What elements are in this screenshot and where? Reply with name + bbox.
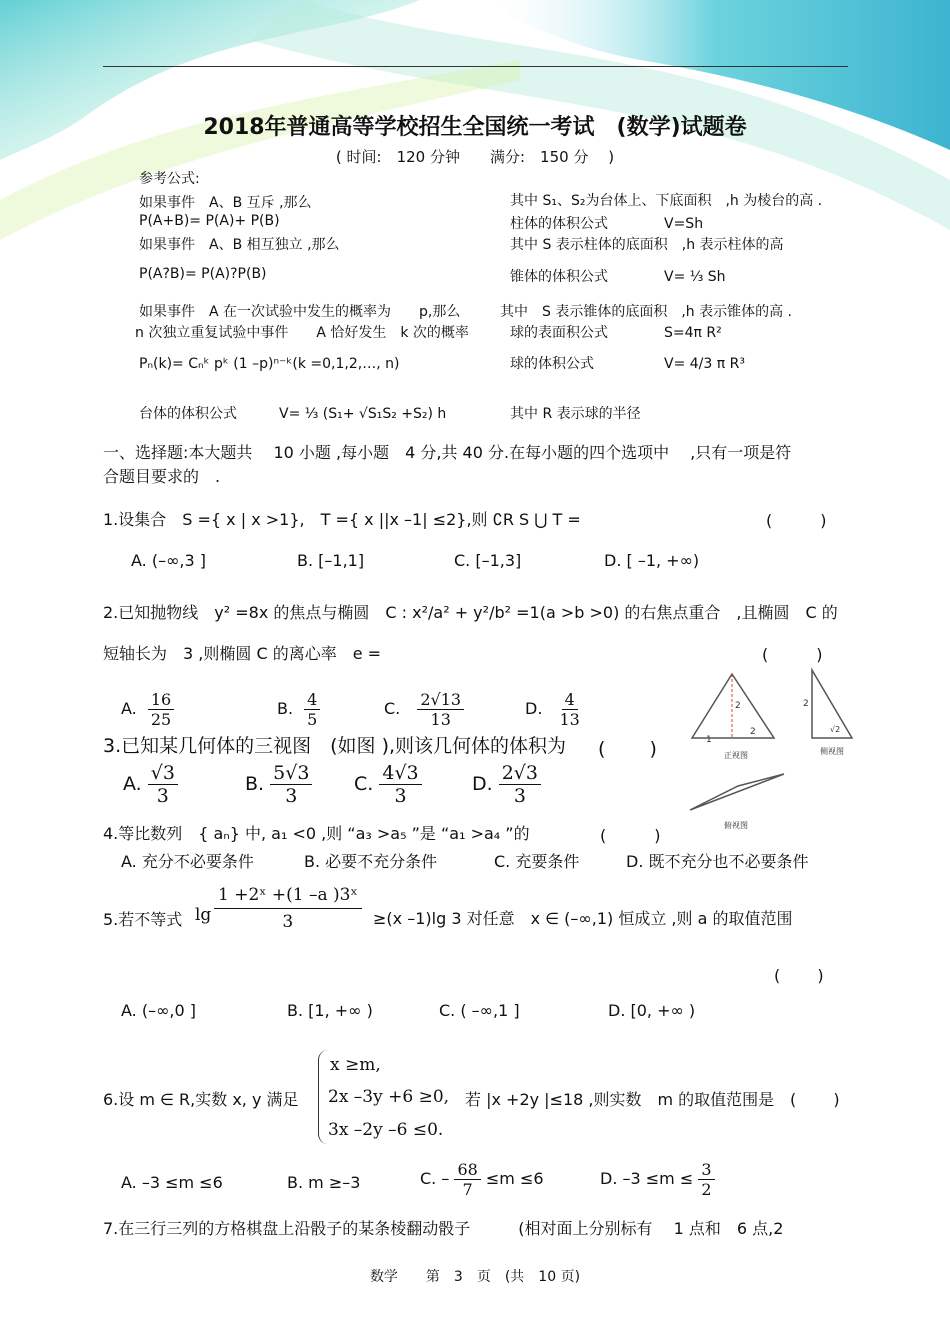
formula-right-8: 其中 R 表示球的半径 [510,406,641,422]
q2-option-b [277,690,320,729]
q2-option-c-den: 13 [430,710,451,729]
q4-option-c: C. 充要条件 [494,852,580,871]
side-view [803,670,852,756]
q5-answer-paren: ( ) [774,966,824,985]
formula-left-2: P(A+B)= P(A)+ P(B) [139,213,280,229]
q2-option-c [384,690,464,729]
q4-answer-paren: ( ) [600,826,661,845]
q3-option-c [354,762,422,807]
dim-front-height: 2 [735,701,741,711]
formula-left-3: 如果事件 A、B 相互独立 ,那么 [139,237,340,253]
q1-option-d: D. [ –1, +∞) [604,551,700,570]
formula-right-6: 球的表面积公式 S=4π R² [510,325,722,341]
q5-option-c: C. ( –∞,1 ] [439,1001,520,1020]
formula-right-2: 柱体的体积公式 V=Sh [510,216,704,232]
q2-stem-line2: 短轴长为 3 ,则椭圆 C 的离心率 e = [103,644,382,663]
front-view-label: 正视图 [724,751,748,760]
q3-option-b-num: 5√3 [270,762,312,785]
header-rule [103,66,848,67]
q2-option-a-den: 25 [150,710,172,729]
q3-option-b-label: B. [245,773,265,795]
section-heading-line2: 合题目要求的 . [103,467,221,486]
q2-option-d-den: 13 [559,710,580,729]
q4-option-d: D. 既不充分也不必要条件 [626,852,809,871]
q2-option-d-num: 4 [562,690,578,710]
q2-option-a-num: 16 [148,690,174,710]
q6-stem-post: 若 |x +2y |≤18 ,则实数 m 的取值范围是 [465,1090,775,1109]
q6-system-line2: 2x –3y +6 ≥0, [328,1087,450,1107]
q3-option-c-num: 4√3 [379,762,421,785]
three-view-figure [684,662,864,834]
formula-left-7: Pₙ(k)= Cₙᵏ pᵏ (1 –p)ⁿ⁻ᵏ(k =0,1,2,…, n) [139,356,400,372]
q7-stem: 7.在三行三列的方格棋盘上沿骰子的某条棱翻动骰子 (相对面上分别标有 1 点和 6 点,2 [103,1219,784,1238]
q2-option-d [525,690,580,729]
q1-answer-paren: ( ) [766,511,827,530]
front-view [692,674,774,760]
q1-option-b: B. [–1,1] [297,551,365,570]
q2-stem-line1: 2.已知抛物线 y² =8x 的焦点与椭圆 C : x²/a² + y²/b² =1(a >b >0) 的右焦点重合 ,且椭圆 C 的 [103,603,838,622]
q2-answer-paren: ( ) [762,645,823,664]
q2-option-b-den: 5 [307,710,318,729]
q5-fraction-den: 3 [282,912,294,932]
formula-left-1: 如果事件 A、B 互斥 ,那么 [139,195,312,211]
q5-option-a: A. (–∞,0 ] [121,1001,196,1020]
q1-option-a: A. (–∞,3 ] [131,551,206,570]
q2-option-b-num: 4 [304,690,320,710]
dim-side-base: √2 [830,725,841,734]
dim-front-left: 1 [706,735,712,745]
q6-option-d-den: 2 [701,1180,712,1199]
q4-option-b: B. 必要不充分条件 [304,852,438,871]
formula-right-3: 其中 S 表示柱体的底面积 ,h 表示柱体的高 [510,237,784,253]
top-view-label: 俯视图 [724,821,748,830]
q3-option-b [245,762,312,807]
q1-option-c: C. [–1,3] [454,551,522,570]
q5-stem-post: ≥(x –1)lg 3 对任意 x ∈ (–∞,1) 恒成立 ,则 a 的取值范围 [373,909,793,928]
q1-stem: 1.设集合 S ={ x | x >1}, T ={ x ||x –1| ≤2},则 ∁R S ⋃ T = [103,510,581,529]
exam-subtitle: ( 时间: 120 分钟 满分: 150 分 ) [335,148,615,166]
q2-option-c-num: 2√13 [417,690,464,710]
q6-answer-paren: ( ) [790,1090,840,1109]
q3-stem: 3.已知某几何体的三视图 (如图 ),则该几何体的体积为 [103,735,567,757]
q5-option-d: D. [0, +∞ ) [608,1001,696,1020]
q3-option-d-num: 2√3 [499,762,541,785]
formula-right-7: 球的体积公式 V= 4/3 π R³ [510,356,745,372]
q2-option-d-label: D. [525,699,543,718]
q6-option-c-den: 7 [462,1180,473,1199]
q5-lg: lg [195,905,212,925]
formula-left-6: n 次独立重复试验中事件 A 恰好发生 k 次的概率 [135,325,469,341]
dim-front-right: 2 [750,727,756,737]
q2-option-a-label: A. [121,699,137,718]
q6-system-line3: 3x –2y –6 ≤0. [328,1120,444,1140]
q3-option-d [472,762,541,807]
formula-left-4: P(A?B)= P(A)?P(B) [139,266,267,282]
q6-option-c [420,1160,544,1199]
q3-option-b-den: 3 [285,785,298,807]
q3-answer-paren: ( ) [598,738,657,760]
q3-option-d-den: 3 [513,785,526,807]
q3-option-a [123,762,178,807]
formulas-heading: 参考公式: [139,171,200,187]
q6-option-c-post: ≤m ≤6 [485,1169,544,1188]
q5-fraction [214,885,362,932]
q4-stem: 4.等比数列 { aₙ} 中, a₁ <0 ,则 “a₃ >a₅ ”是 “a₁ >a₄ ”的 [103,824,530,843]
q2-option-c-label: C. [384,699,401,718]
q6-option-d-num: 3 [698,1160,714,1180]
q3-option-a-num: √3 [148,762,178,785]
q5-option-b: B. [1, +∞ ) [287,1001,373,1020]
formula-right-4: 锥体的体积公式 V= ⅓ Sh [510,269,726,285]
q6-option-d [600,1160,715,1199]
q6-stem-pre: 6.设 m ∈ R,实数 x, y 满足 [103,1090,299,1109]
q3-option-c-den: 3 [394,785,407,807]
q2-option-a [121,690,174,729]
q3-option-a-label: A. [123,773,142,795]
formula-left-8: 台体的体积公式 V= ⅓ (S₁+ √S₁S₂ +S₂) h [139,406,447,422]
q3-option-a-den: 3 [156,785,169,807]
q3-option-d-label: D. [472,773,493,795]
q6-option-c-num: 68 [454,1160,480,1180]
exam-title: 2018年普通高等学校招生全国统一考试 (数学)试题卷 [203,115,747,140]
q6-option-b: B. m ≥–3 [287,1173,361,1192]
dim-side-height: 2 [803,699,809,709]
page-footer: 数学 第 3 页 (共 10 页) [369,1269,581,1285]
top-view [690,774,784,830]
q5-fraction-num: 1 +2ˣ +(1 –a )3ˣ [214,885,362,909]
section-heading-line1: 一、选择题:本大题共 10 小题 ,每小题 4 分,共 40 分.在每小题的四个选项中 ,只有一项是符 [103,443,792,462]
q2-option-b-label: B. [277,699,294,718]
formula-right-5: 其中 S 表示锥体的底面积 ,h 表示锥体的高 . [500,304,793,320]
formula-left-5: 如果事件 A 在一次试验中发生的概率为 p,那么 [139,304,461,320]
q3-option-c-label: C. [354,773,374,795]
formula-right-1: 其中 S₁、S₂为台体上、下底面积 ,h 为棱台的高 . [510,193,823,209]
side-view-label: 侧视图 [820,747,844,756]
q6-option-c-pre: C. – [420,1169,450,1188]
q5-stem-pre: 5.若不等式 [103,910,183,929]
q6-option-a: A. –3 ≤m ≤6 [121,1173,223,1192]
q6-system-line1: x ≥m, [330,1055,381,1075]
q4-option-a: A. 充分不必要条件 [121,852,254,871]
q6-option-d-pre: D. –3 ≤m ≤ [600,1169,694,1188]
